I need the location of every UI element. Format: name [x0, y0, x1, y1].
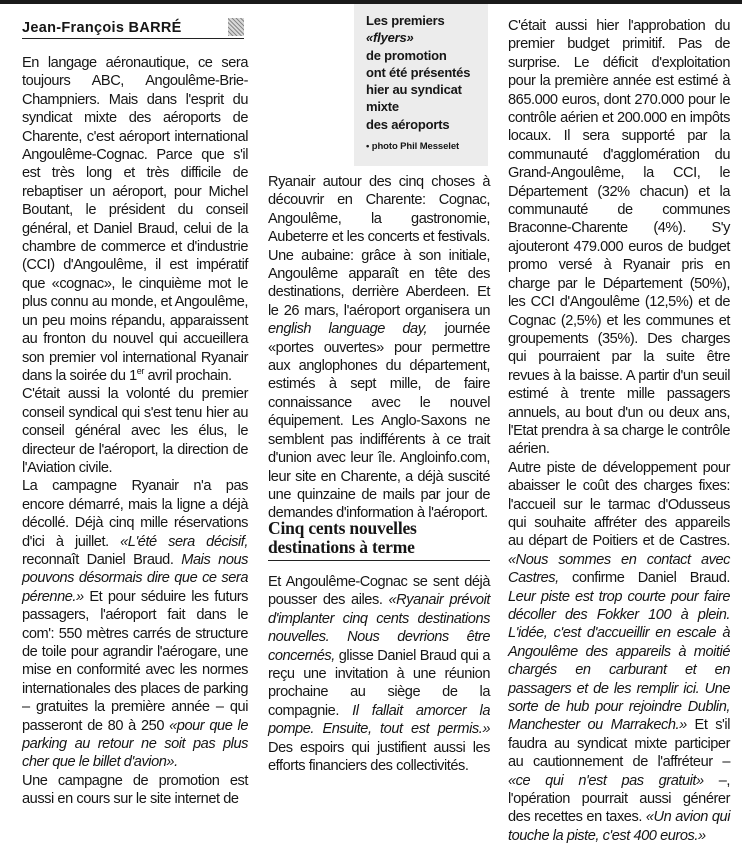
- caption-line: «flyers»: [366, 30, 414, 46]
- caption-line: de promotion: [366, 47, 447, 63]
- text-run: reconnaît Daniel Braud.: [22, 551, 182, 568]
- column-2: [268, 173, 490, 523]
- paragraph: [22, 54, 248, 385]
- paragraph: [508, 459, 730, 845]
- text-run: –, l'opération pourrait aussi générer des recettes en taxes.: [508, 772, 730, 826]
- byline-shade: [228, 18, 244, 36]
- ordinal-superscript: er: [136, 366, 144, 377]
- quote: «pour que le parking au retour ne soit pas plus cher que le billet d'avion».: [22, 717, 248, 771]
- caption-line: Les premiers: [366, 13, 445, 28]
- paragraph: C'était aussi hier l'approbation du premier budget primitif. Pas de surprise. Le déficit d'exploitation pour la première année est estimé à 865.000 euros, dont 270.000 pour le contrôle aérien et 200.000 en impôts locaux. Il sera supporté par la communauté d'agglomération du Grand-Angoulême, la CCI, le Département (32% chacun) et la communauté de communes Braconne-Charente (4%). S'y ajouteront 479.000 euros de budget promo versé à Ryanair pris en charge par le Département (50%), les CCI d'Angoulême (12,5%) et de Cognac (2,5%) et les communes et groupements (35%). Des charges qui pourraient par la suite être revues à la baisse. A partir d'un seuil estimé à trente mille passagers annuels, au bout d'un ou deux ans, l'Etat prendra à sa charge le contrôle aérien.: [508, 18, 730, 458]
- quote: Mais nous pouvons désormais dire que ce sera pérenne.»: [22, 551, 248, 605]
- quote: «Nous sommes en contact avec Castres,: [508, 551, 730, 587]
- text-run: Autre piste de développement pour abaisser le coût des charges fixes: l'accueil sur le tarmac d'Odusseus qui souhaite affréter des appareils au départ de Poitiers et de Castres.: [508, 459, 730, 550]
- quote: «L'été sera décisif,: [120, 533, 248, 550]
- text-run: journée «portes ouvertes» pour permettre aux anglophones du département, estimés à sept mille, de faire connaissance avec le nouvel équipement. Les Anglo-Saxons ne semblent pas indifférents à ce trait d'union avec leur île. Angloinfo.com, leur site en Charente, a déjà suscité une quinzaine de mails par jour de demandes d'information à l'aéroport.: [268, 321, 490, 522]
- quote: «ce qui n'est pas gratuit»: [508, 772, 704, 789]
- photo-credit: • photo Phil Messelet: [366, 141, 460, 152]
- emphasis: english language day,: [268, 321, 428, 338]
- caption-line: mixte: [366, 99, 399, 115]
- text-run: Et Angoulême-Cognac se sent déjà pousser des ailes.: [268, 574, 490, 609]
- column-3: [508, 17, 730, 845]
- paragraph: C'était aussi la volonté du premier conseil syndical qui s'est tenu hier au conseil général avec les élus, le directeur de l'aéroport, la direction de l'Aviation civile.: [22, 386, 248, 476]
- paragraph: Une campagne de promotion est aussi en cours sur le site internet de: [22, 772, 248, 808]
- text-run: Et pour séduire les futurs passagers, l'aéroport fait dans le com': 550 mètres carrés de structure de toile pour agrandir l'aérogare, une mise en conformité avec les normes internationales des places de parking – gratuites la première année – qui passeront de 80 à 250: [22, 588, 248, 734]
- quote: Il fallait amorcer la pompe. Ensuite, tout est permis.»: [268, 702, 490, 738]
- caption-line: des aéroports: [366, 116, 450, 132]
- text-run: confirme Daniel Braud.: [558, 570, 730, 587]
- photo-caption: [366, 12, 484, 133]
- paragraph: [22, 477, 248, 772]
- paragraph: [268, 573, 490, 775]
- byline-box: [22, 18, 244, 39]
- text-run: En langage aéronautique, ce sera toujours ABC, Angoulême-Brie-Champniers. Mais dans l'esprit du syndicat mixte des aéroports de Charente, c'est aéroport international Angoulême-Cognac. Parce que s'il est très long et très difficile de rebaptiser un aéroport, pour Michel Boutant, le président du conseil général, et Daniel Braud, celui de la chambre de commerce et d'industrie (CCI) d'Angoulême, il est impératif que «cognac», le cinquième mot le plus connu au monde, et Angoulême, un peu moins répandu, apparaissent au fronton du nouvel qui accueillera son premier vol international Ryanair dans la soirée du 1: [22, 55, 248, 384]
- caption-line: hier au syndicat: [366, 82, 462, 98]
- quote: «Ryanair prévoit d'implanter cinq cents destinations nouvelles. Nous devrions être concernés,: [268, 592, 490, 664]
- byline: Jean-François BARRÉ: [22, 20, 182, 36]
- quote: «Un avion qui touche la piste, c'est 400 euros.»: [508, 809, 730, 844]
- quote: Leur piste est trop courte pour faire décoller des Fokker 100 à plein. L'idée, c'est d'accueillir en escale à Angoulême des appareils à moitié chargés en carburant et en passagers et de les remplir ici. Une sorte de hub pour rejoindre Dublin, Manchester ou Marrakech.»: [508, 588, 730, 734]
- text-run: La campagne Ryanair n'a pas encore démarré, mais la ligne a déjà décollé. Déjà cinq mille réservations d'ici à juillet.: [22, 478, 248, 550]
- text-run: avril prochain.: [143, 367, 232, 384]
- column-2-continued: [268, 573, 490, 775]
- text-run: Des espoirs qui justifient aussi les efforts financiers des collectivités.: [268, 739, 490, 775]
- section-subhead: Cinq cents nouvelles destinations à terme: [268, 519, 490, 561]
- text-run: Ryanair autour des cinq choses à découvrir en Charente: Cognac, Angoulême, la gastronomie, Aubeterre et les concerts et festivals. Une aubaine: grâce à son initiale, Angoulême apparaît en tête des destinations, derrière Aberdeen. Et le 26 mars, l'aéroport organisera un: [268, 174, 490, 319]
- text-run: Et s'il faudra au syndicat mixte participer au cautionnement de l'affréteur –: [508, 717, 730, 771]
- caption-line: ont été présentés: [366, 64, 471, 80]
- paragraph: [268, 173, 490, 523]
- text-run: glisse Daniel Braud qui a reçu une invitation à une réunion prochaine au siège de la compagnie.: [268, 647, 490, 719]
- column-1: [22, 54, 248, 809]
